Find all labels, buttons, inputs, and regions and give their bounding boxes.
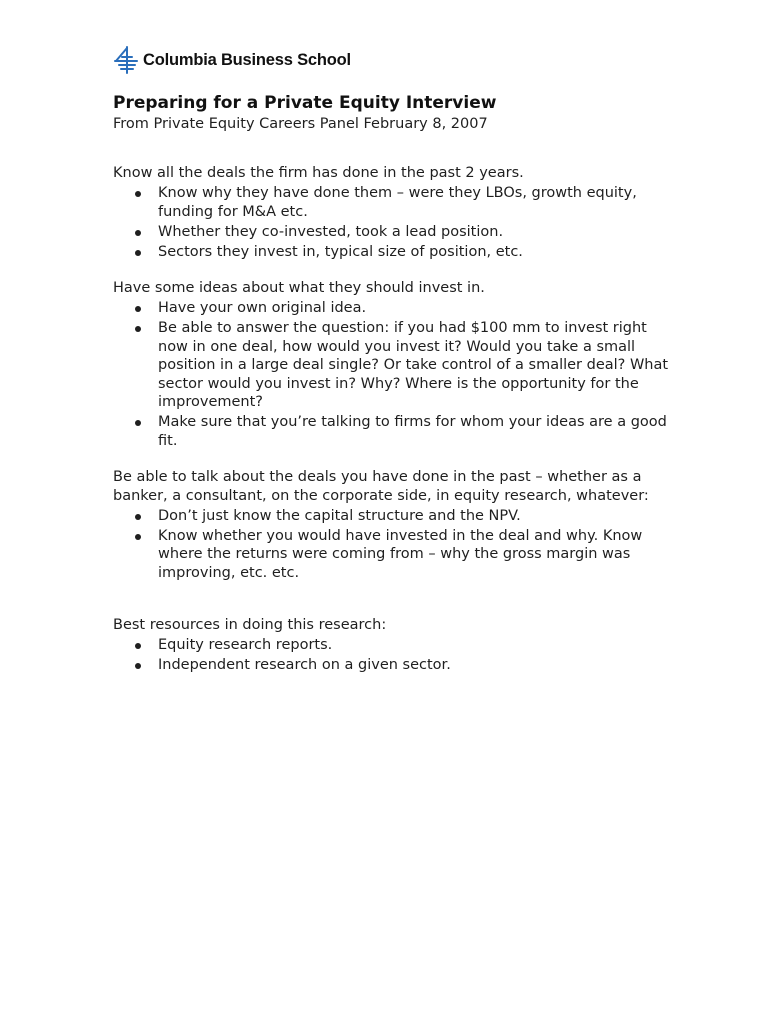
- bullet-icon: [135, 230, 141, 236]
- list-item: [113, 656, 673, 675]
- section-intro: Know all the deals the firm has done in the past 2 years.: [113, 165, 524, 181]
- bullet-icon: [135, 420, 141, 426]
- document-subtitle: From Private Equity Careers Panel February 8, 2007: [113, 116, 488, 132]
- list-item-text: Know why they have done them – were they LBOs, growth equity, funding for M&A etc.: [158, 185, 637, 220]
- document-page: [113, 42, 673, 675]
- section-resources: [113, 616, 673, 675]
- section-intro: Best resources in doing this research:: [113, 617, 387, 633]
- columbia-crown-icon: [113, 45, 139, 75]
- section-intro: Have some ideas about what they should invest in.: [113, 280, 485, 296]
- list-item-text: Whether they co-invested, took a lead position.: [158, 223, 504, 240]
- section-intro: Be able to talk about the deals you have done in the past – whether as a banker, a consultant, on the corporate side, in equity research, whatever:: [113, 469, 649, 504]
- bullet-list: [113, 636, 673, 675]
- bullet-icon: [135, 191, 141, 197]
- section-investment-ideas: [113, 279, 673, 450]
- list-item-text: Sectors they invest in, typical size of position, etc.: [158, 243, 523, 260]
- bullet-icon: [135, 326, 141, 332]
- list-item-text: Equity research reports.: [158, 637, 333, 653]
- list-item-text: Don’t just know the capital structure and the NPV.: [158, 507, 521, 524]
- list-item-text: Make sure that you’re talking to firms for whom your ideas are a good fit.: [158, 414, 667, 449]
- list-item: [113, 299, 673, 318]
- bullet-list: [113, 184, 673, 261]
- bullet-list: [113, 299, 673, 450]
- bullet-icon: [135, 250, 141, 256]
- bullet-icon: [135, 663, 141, 669]
- list-item: [113, 243, 673, 262]
- list-item-text: Be able to answer the question: if you had $100 mm to invest right now in one deal, how would you invest it? Would you take a small position in a large deal single? Or take control of a smaller deal? What sector would you invest in? Why? Where is the opportunity for the improvement?: [158, 320, 669, 410]
- bullet-list: [113, 507, 673, 583]
- list-item: [113, 184, 673, 221]
- bullet-icon: [135, 643, 141, 649]
- list-item-text: Have your own original idea.: [158, 300, 367, 316]
- list-item: [113, 319, 673, 412]
- section-past-deals: [113, 468, 673, 582]
- list-item-text: Know whether you would have invested in the deal and why. Know where the returns were coming from – why the gross margin was improving, etc. etc.: [158, 527, 643, 581]
- list-item: [113, 636, 673, 655]
- document-title: Preparing for a Private Equity Interview: [113, 93, 497, 113]
- list-item: [113, 413, 673, 450]
- bullet-icon: [135, 514, 141, 520]
- list-item: [113, 507, 673, 526]
- school-logo: [113, 42, 673, 78]
- logo-text: Columbia Business School: [143, 50, 351, 69]
- list-item-text: Independent research on a given sector.: [158, 657, 451, 673]
- list-item: [113, 223, 673, 242]
- bullet-icon: [135, 534, 141, 540]
- list-item: [113, 527, 673, 583]
- section-know-deals: [113, 164, 673, 261]
- bullet-icon: [135, 306, 141, 312]
